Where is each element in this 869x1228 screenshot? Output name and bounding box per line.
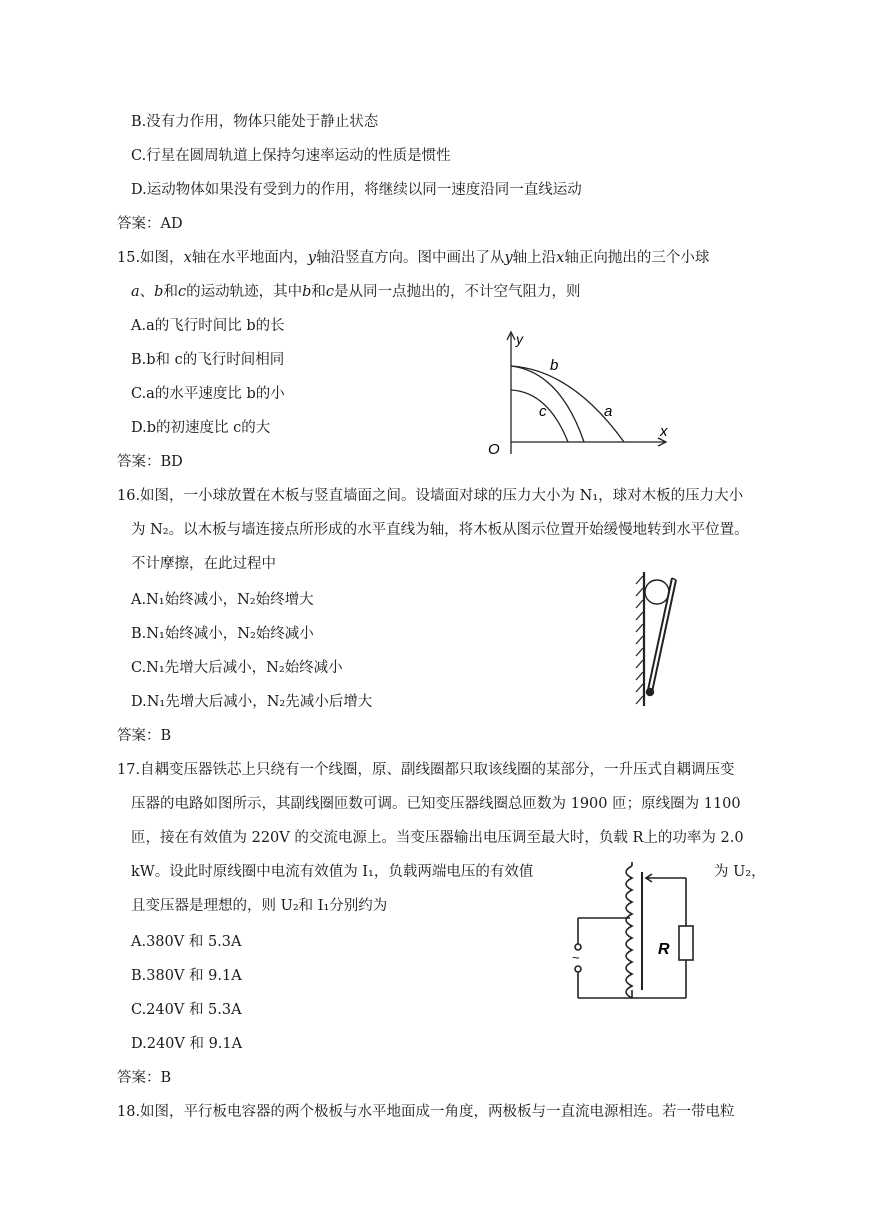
q16-stem-line2: 为 N₂。以木板与墙连接点所形成的水平直线为轴，将木板从图示位置开始缓慢地转到水平位置。: [131, 522, 749, 538]
q15-option-d: D.b的初速度比 c的大: [131, 420, 271, 436]
ac-source-symbol: ~: [572, 950, 580, 965]
q17-stem-line1: 17.自耦变压器铁芯上只绕有一个线圈，原、副线圈都只取该线圈的某部分，一升压式自耦调压变: [117, 762, 735, 778]
q16-stem-line1: 16.如图，一小球放置在木板与竖直墙面之间。设墙面对球的压力大小为 N₁，球对木板的压力大小: [117, 488, 744, 504]
q18-stem-line1: 18.如图，平行板电容器的两个极板与水平地面成一角度，两极板与一直流电源相连。若一带电粒: [117, 1104, 735, 1120]
q15-stem-line1: 15.如图，x轴在水平地面内，y轴沿竖直方向。图中画出了从y轴上沿x轴正向抛出的三个小球: [117, 250, 710, 266]
resistor: [679, 926, 693, 960]
label-a: a: [604, 403, 613, 420]
q17-stem-line4b: 为 U₂，: [714, 864, 766, 880]
label-b: b: [550, 357, 559, 374]
q17-option-c: C.240V 和 5.3A: [131, 1002, 242, 1018]
terminal-bottom: [575, 966, 581, 972]
ball: [645, 580, 669, 604]
q17-option-b: B.380V 和 9.1A: [131, 968, 242, 984]
q17-stem-line2: 压器的电路如图所示，其副线圈匝数可调。已知变压器线圈总匝数为 1900 匝；原线圈为 1100: [131, 796, 741, 812]
wall-hatching: [636, 576, 643, 704]
q15-option-c: C.a的水平速度比 b的小: [131, 386, 285, 402]
q17-option-d: D.240V 和 9.1A: [131, 1036, 243, 1052]
q16-option-b: B.N₁始终减小，N₂始终减小: [131, 626, 314, 642]
label-c: c: [539, 403, 547, 420]
origin-label: O: [488, 441, 500, 458]
q14-answer: 答案：AD: [117, 216, 183, 232]
q17-autotransformer-figure: [566, 858, 696, 1002]
q17-stem-line3: 匝，接在有效值为 220V 的交流电源上。当变压器输出电压调至最大时，负载 R上的功率为 2.0: [131, 830, 744, 846]
q15-trajectory-figure: [480, 326, 680, 460]
q14-option-d: D.运动物体如果没有受到力的作用，将继续以同一速度沿同一直线运动: [131, 182, 582, 198]
q16-ball-board-figure: [626, 566, 690, 712]
q15-stem-line2: a、b和c的运动轨迹，其中b和c是从同一点抛出的，不计空气阻力，则: [131, 284, 581, 300]
q17-option-a: A.380V 和 5.3A: [131, 934, 242, 950]
board-edge-1: [648, 578, 672, 690]
q16-option-d: D.N₁先增大后减小，N₂先减小后增大: [131, 694, 373, 710]
q17-stem-line4a: kW。设此时原线圈中电流有效值为 I₁，负载两端电压的有效值: [131, 864, 534, 880]
board-edge-2: [652, 580, 676, 692]
q14-option-b: B.没有力作用，物体只能处于静止状态: [131, 114, 379, 130]
y-axis-label: y: [516, 331, 523, 347]
hinge: [647, 689, 654, 696]
q16-answer: 答案：B: [117, 728, 172, 744]
q17-answer: 答案：B: [117, 1070, 172, 1086]
trajectory-b: [511, 366, 584, 442]
coil: [626, 866, 632, 998]
q16-stem-line3: 不计摩擦，在此过程中: [131, 556, 276, 572]
q17-stem-line5: 且变压器是理想的，则 U₂和 I₁分别约为: [131, 898, 388, 914]
q14-option-c: C.行星在圆周轨道上保持匀速率运动的性质是惯性: [131, 148, 451, 164]
q15-option-b: B.b和 c的飞行时间相同: [131, 352, 285, 368]
q16-option-a: A.N₁始终减小，N₂始终增大: [131, 592, 314, 608]
q15-option-a: A.a的飞行时间比 b的长: [131, 318, 285, 334]
q16-option-c: C.N₁先增大后减小，N₂始终减小: [131, 660, 343, 676]
x-axis-label: x: [660, 423, 668, 440]
resistor-label: R: [658, 941, 670, 958]
q15-answer: 答案：BD: [117, 454, 183, 470]
